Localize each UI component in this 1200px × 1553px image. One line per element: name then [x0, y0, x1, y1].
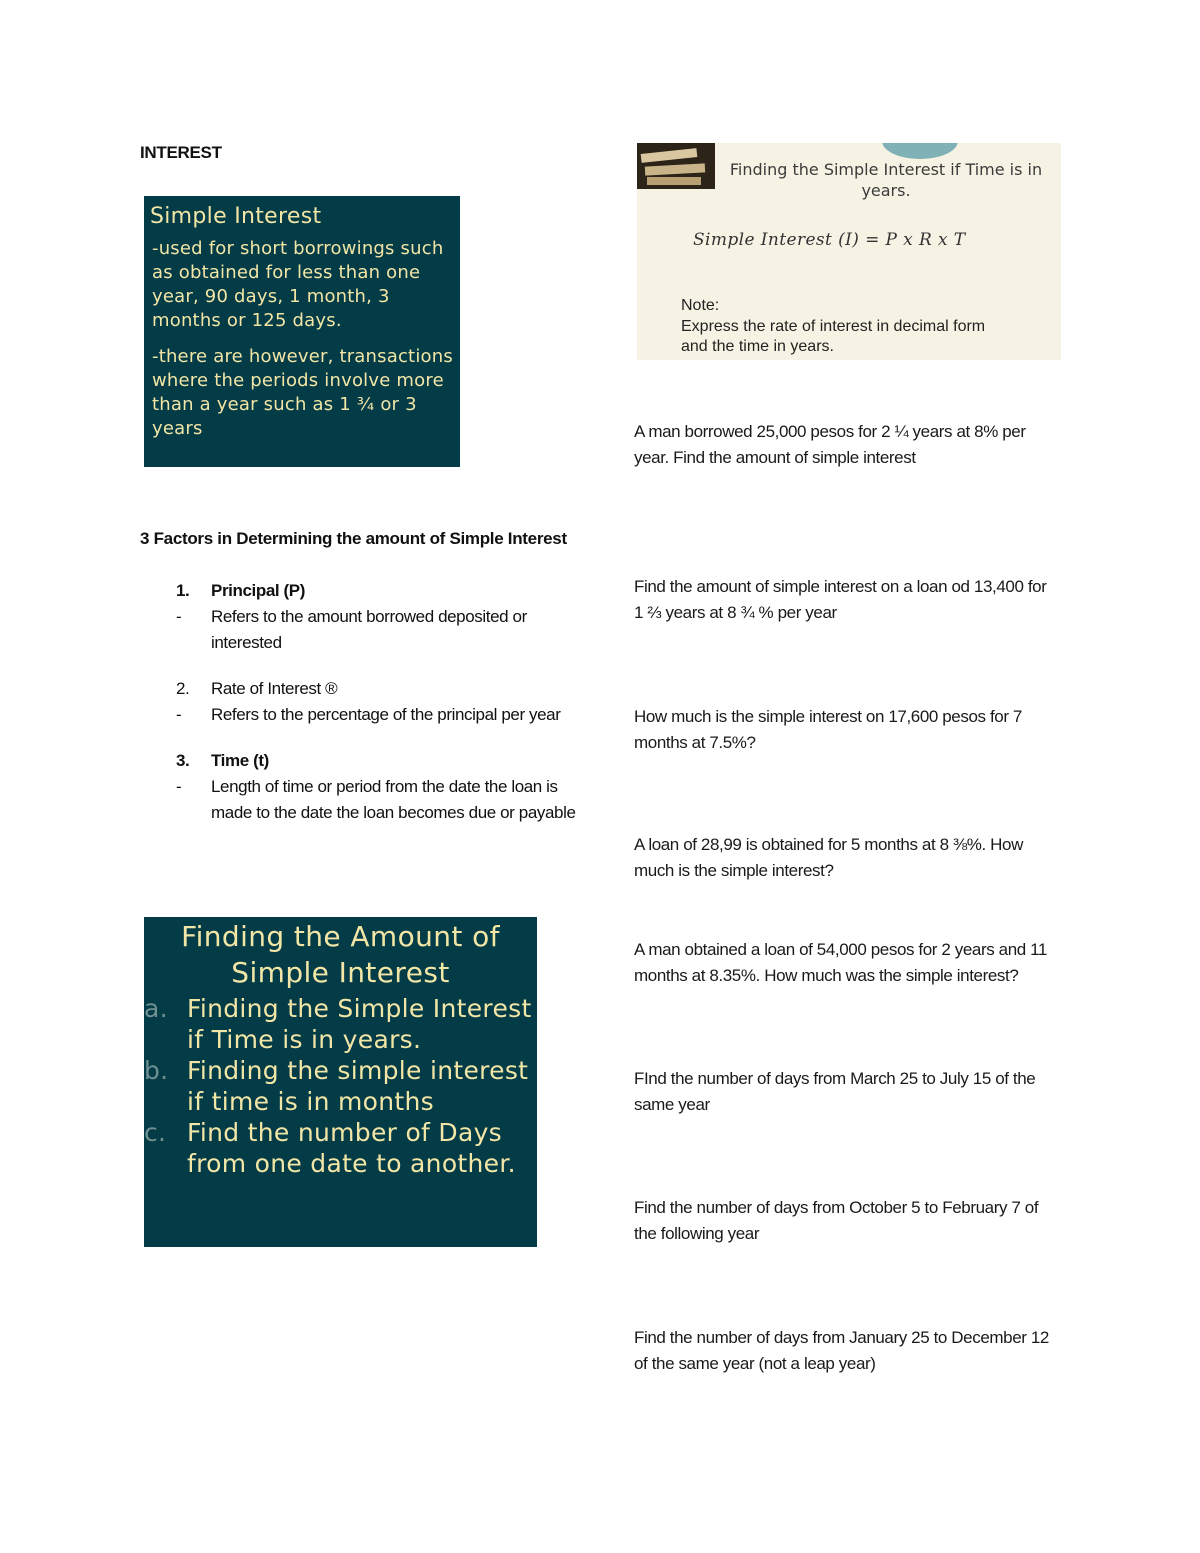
factor-item: [176, 578, 576, 656]
problem-3: How much is the simple interest on 17,600 pesos for 7 months at 7.5%?: [634, 707, 1022, 752]
method-letter: a.: [144, 994, 168, 1023]
problem-7: Find the number of days from October 5 to February 7 of the following year: [634, 1198, 1039, 1243]
factor-item: [176, 748, 576, 826]
method-letter: b.: [144, 1056, 169, 1085]
problem-5: A man obtained a loan of 54,000 pesos for 2 years and 11 months at 8.35%. How much was the simple interest?: [634, 940, 1047, 985]
factor-name: Time (t): [211, 751, 269, 770]
document-title: INTEREST: [140, 143, 222, 162]
methods-slide: [144, 917, 537, 1247]
factor-description: Refers to the percentage of the principal per year: [211, 705, 561, 724]
method-text: Finding the Simple Interest if Time is in years.: [187, 994, 532, 1054]
factors-heading: 3 Factors in Determining the amount of Simple Interest: [140, 529, 567, 548]
method-item: [144, 1117, 537, 1179]
simple-interest-slide: [144, 196, 460, 467]
bullet-dash: -: [176, 705, 182, 724]
bullet-dash: -: [176, 607, 182, 626]
method-text: Find the number of Days from one date to another.: [187, 1118, 516, 1178]
method-item: [144, 1055, 537, 1117]
factors-list: [176, 578, 576, 846]
factor-name: Principal (P): [211, 581, 305, 600]
problem-1: A man borrowed 25,000 pesos for 2 ¼ years at 8% per year. Find the amount of simple interest: [634, 422, 1026, 467]
factor-name: Rate of Interest ®: [211, 679, 338, 698]
slide-title: Simple Interest: [150, 204, 322, 229]
problem-8: Find the number of days from January 25 to December 12 of the same year (not a leap year): [634, 1328, 1049, 1373]
bullet-dash: -: [176, 777, 182, 796]
books-image: [637, 143, 715, 189]
factor-description: Refers to the amount borrowed deposited or interested: [211, 607, 527, 652]
note-text: Express the rate of interest in decimal form and the time in years.: [681, 318, 986, 355]
problem-2: Find the amount of simple interest on a loan od 13,400 for 1 ⅔ years at 8 ¾ % per year: [634, 577, 1047, 622]
method-item: [144, 993, 537, 1055]
factor-number: 1.: [176, 581, 190, 600]
slide-paragraph: -there are however, transactions where the periods involve more than a year such as 1 ¾ or 3 years: [152, 346, 453, 439]
formula: Simple Interest (I) = P x R x T: [693, 230, 966, 250]
formula-slide: [637, 143, 1061, 360]
decorative-shape: [882, 143, 958, 159]
slide-title: Finding the Amount of Simple Interest: [181, 920, 500, 989]
factor-number: 2.: [176, 679, 190, 698]
factor-number: 3.: [176, 751, 190, 770]
factor-description: Length of time or period from the date the loan is made to the date the loan becomes due or payable: [211, 777, 576, 822]
note-label: Note:: [681, 297, 720, 314]
problem-6: FInd the number of days from March 25 to July 15 of the same year: [634, 1069, 1036, 1114]
problem-4: A loan of 28,99 is obtained for 5 months at 8 ⅜%. How much is the simple interest?: [634, 835, 1023, 880]
factor-item: [176, 676, 576, 728]
method-letter: c.: [144, 1118, 167, 1147]
method-text: Finding the simple interest if time is in months: [187, 1056, 529, 1116]
slide-paragraph: -used for short borrowings such as obtained for less than one year, 90 days, 1 month, 3 months or 125 days.: [152, 238, 444, 331]
formula-slide-title: Finding the Simple Interest if Time is in years.: [729, 160, 1043, 200]
